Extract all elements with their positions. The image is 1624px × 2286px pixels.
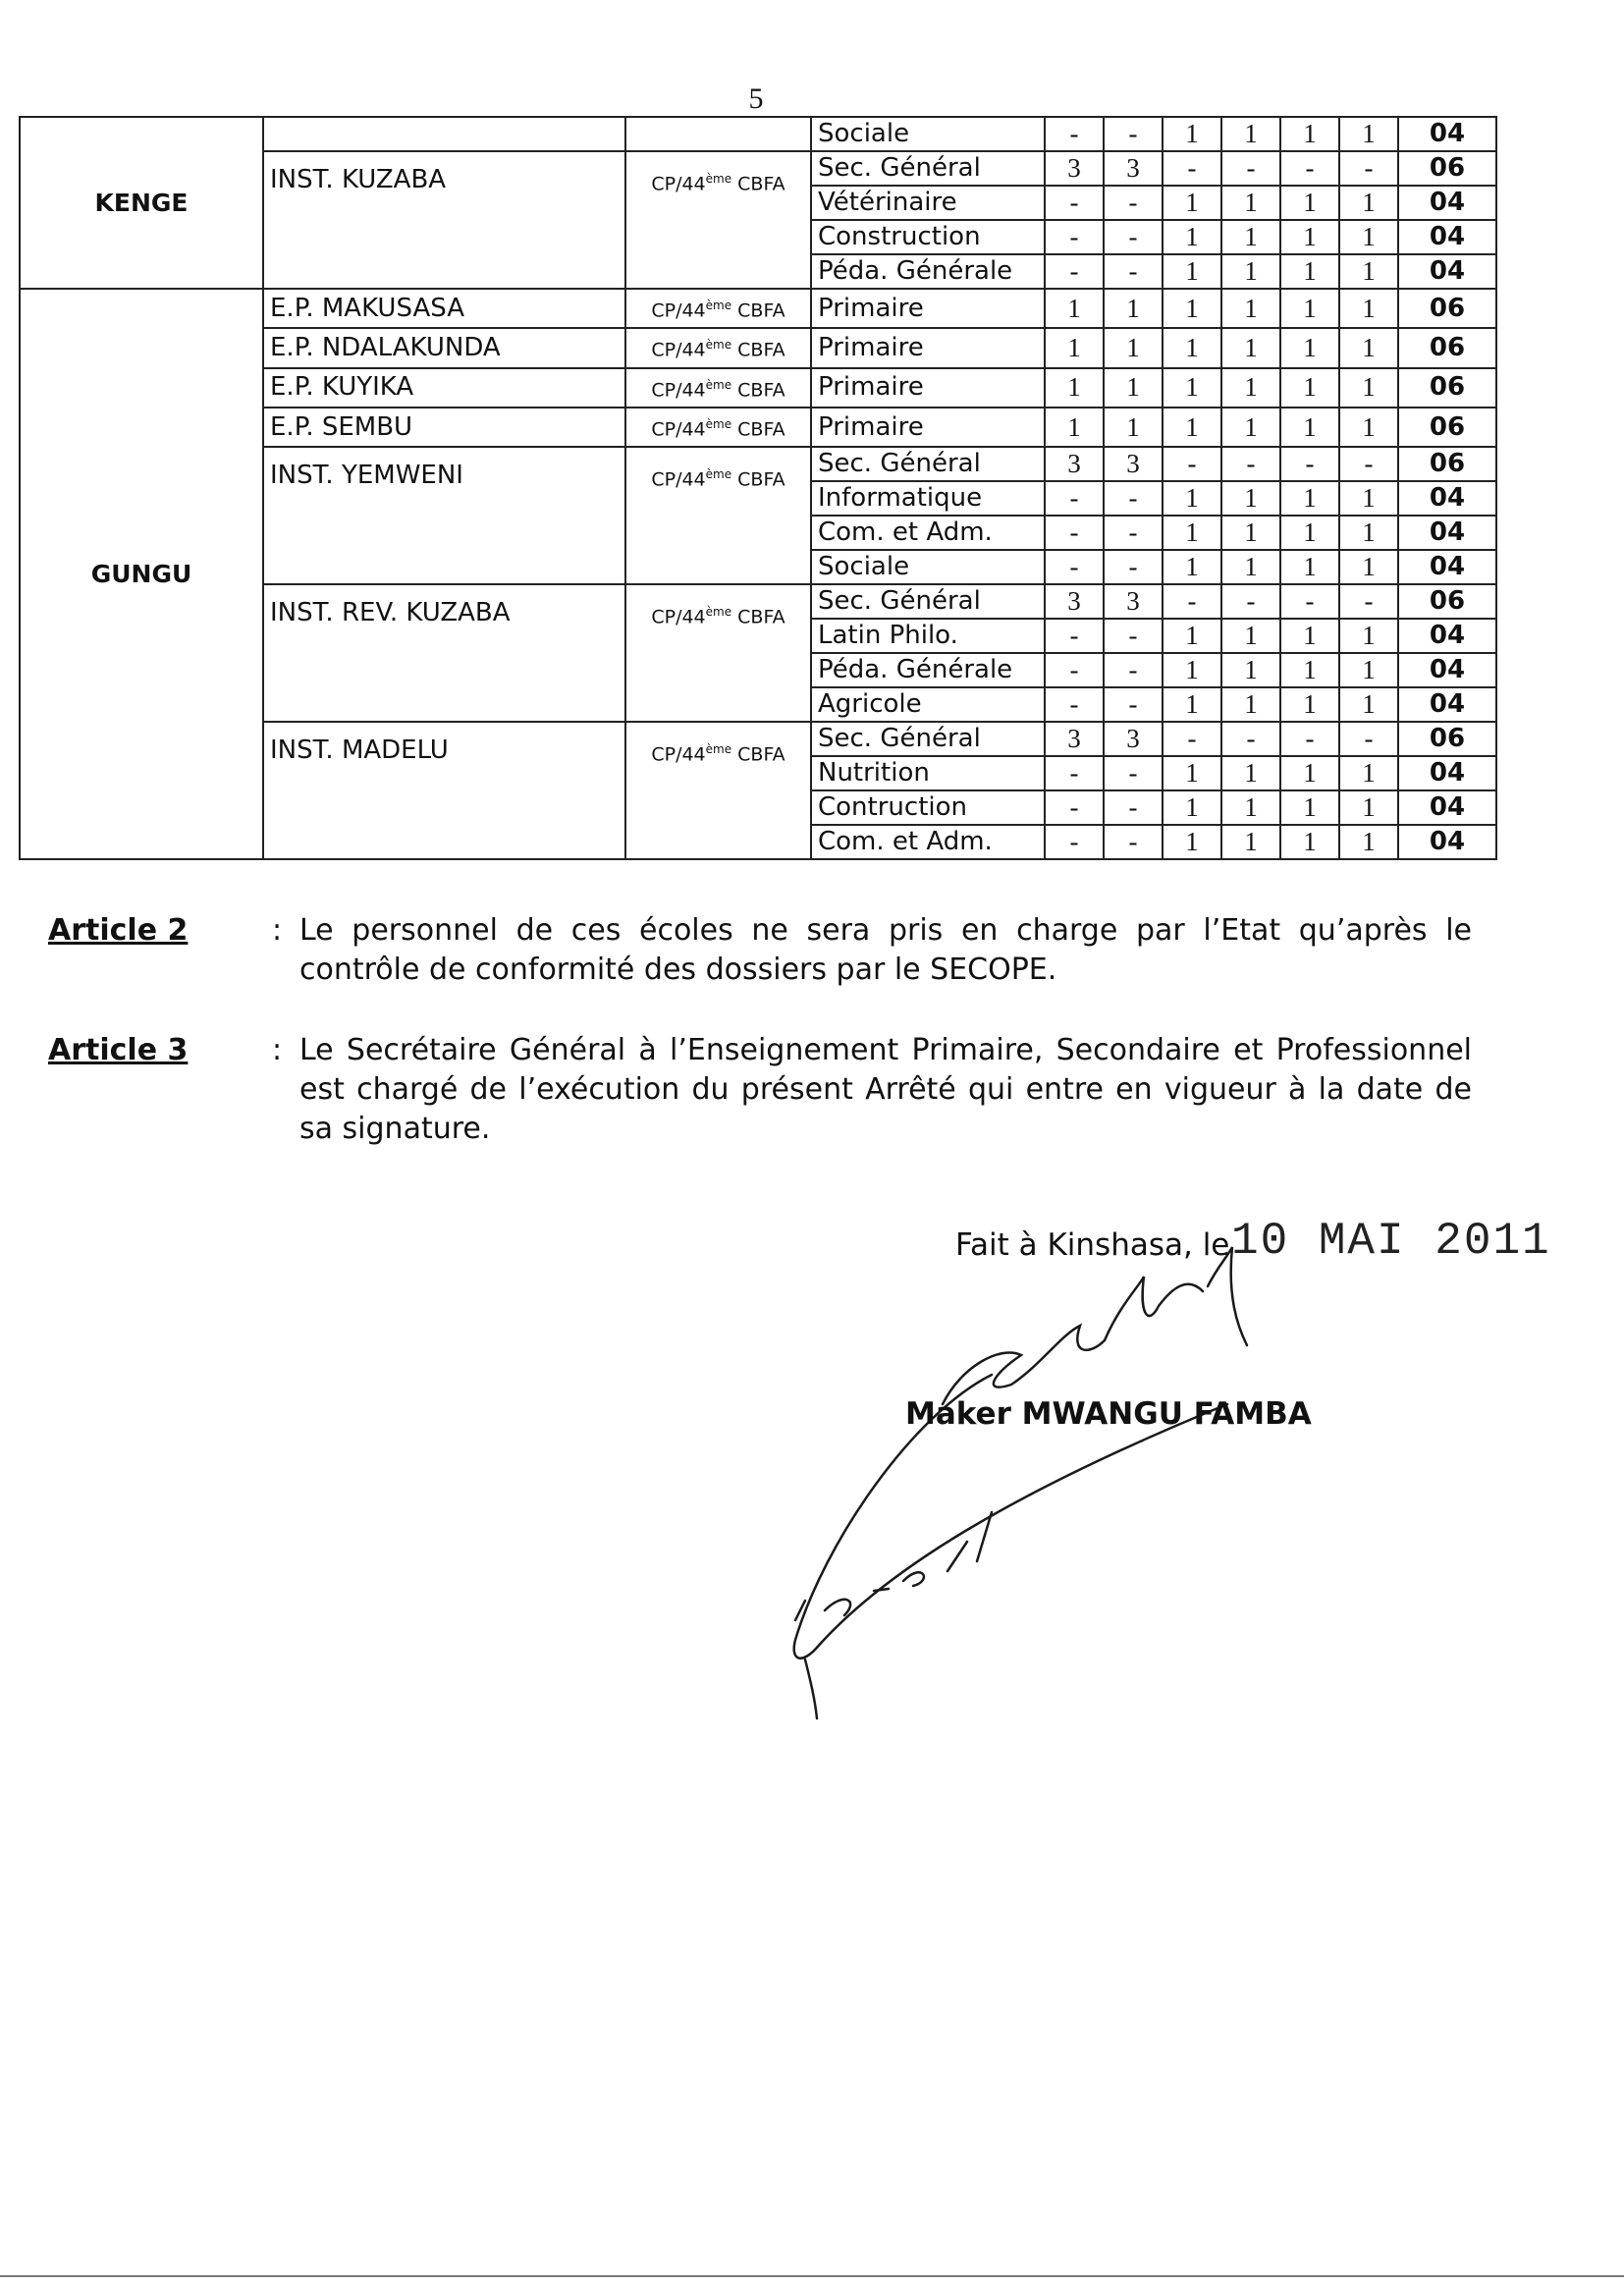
cp-suffix: CBFA xyxy=(731,173,785,195)
table-row xyxy=(20,289,1496,328)
cp-reference xyxy=(625,117,811,151)
class-count-cell: - xyxy=(1104,516,1163,550)
class-count-cell: 1 xyxy=(1045,368,1104,408)
class-count-cell: 1 xyxy=(1163,328,1221,367)
total-cell: 06 xyxy=(1398,447,1496,481)
class-count-cell: 1 xyxy=(1163,653,1221,687)
class-count-cell: 1 xyxy=(1339,408,1398,447)
class-count-cell: 1 xyxy=(1280,186,1339,220)
place-date: Fait à Kinshasa, le xyxy=(955,1227,1230,1263)
article-2-text: Le personnel de ces écoles ne sera pris en charge par l’Etat qu’après le contrôle de conformité des dossiers par le SECOPE. xyxy=(299,913,1472,987)
class-count-cell: 3 xyxy=(1045,447,1104,481)
total-cell: 04 xyxy=(1398,790,1496,825)
total-cell: 04 xyxy=(1398,825,1496,859)
class-count-cell: - xyxy=(1339,447,1398,481)
section-name: Nutrition xyxy=(811,756,1045,790)
class-count-cell: - xyxy=(1104,117,1163,151)
class-count-cell: 3 xyxy=(1045,151,1104,186)
total-cell: 04 xyxy=(1398,756,1496,790)
class-count-cell: 1 xyxy=(1221,117,1280,151)
class-count-cell: 1 xyxy=(1221,687,1280,722)
class-count-cell: 1 xyxy=(1163,289,1221,328)
class-count-cell: 1 xyxy=(1221,550,1280,584)
class-count-cell: 3 xyxy=(1045,722,1104,756)
section-name: Primaire xyxy=(811,408,1045,447)
cp-suffix: CBFA xyxy=(731,743,785,766)
class-count-cell: - xyxy=(1045,550,1104,584)
section-name: Primaire xyxy=(811,328,1045,367)
cp-superscript: ème xyxy=(705,172,732,186)
class-count-cell: 1 xyxy=(1163,368,1221,408)
class-count-cell: 1 xyxy=(1163,825,1221,859)
school-name: INST. MADELU xyxy=(263,722,625,859)
signature-handwritten-date: 10-05-11 xyxy=(766,1232,838,1251)
class-count-cell: - xyxy=(1045,516,1104,550)
class-count-cell: 1 xyxy=(1163,619,1221,653)
schools-table xyxy=(19,116,1497,860)
total-cell: 06 xyxy=(1398,408,1496,447)
class-count-cell: 1 xyxy=(1280,368,1339,408)
cp-superscript: ème xyxy=(705,338,732,353)
class-count-cell: 1 xyxy=(1045,408,1104,447)
cp-code: CP/44 xyxy=(651,378,706,401)
cp-suffix: CBFA xyxy=(731,339,785,361)
class-count-cell: 1 xyxy=(1339,254,1398,289)
class-count-cell: - xyxy=(1280,447,1339,481)
class-count-cell: - xyxy=(1045,756,1104,790)
class-count-cell: 1 xyxy=(1221,825,1280,859)
class-count-cell: 1 xyxy=(1339,825,1398,859)
class-count-cell: - xyxy=(1104,186,1163,220)
class-count-cell: 1 xyxy=(1339,653,1398,687)
class-count-cell: - xyxy=(1339,151,1398,186)
class-count-cell: 1 xyxy=(1221,653,1280,687)
class-count-cell: 3 xyxy=(1104,722,1163,756)
total-cell: 06 xyxy=(1398,151,1496,186)
class-count-cell: - xyxy=(1045,117,1104,151)
cp-suffix: CBFA xyxy=(731,418,785,441)
cp-superscript: ème xyxy=(705,416,732,431)
class-count-cell: 1 xyxy=(1280,550,1339,584)
section-name: Vétérinaire xyxy=(811,186,1045,220)
class-count-cell: 1 xyxy=(1163,481,1221,516)
total-cell: 04 xyxy=(1398,516,1496,550)
section-name: Primaire xyxy=(811,289,1045,328)
class-count-cell: 1 xyxy=(1221,220,1280,254)
cp-reference xyxy=(625,584,811,722)
class-count-cell: 1 xyxy=(1163,220,1221,254)
section-name: Agricole xyxy=(811,687,1045,722)
class-count-cell: 1 xyxy=(1280,328,1339,367)
class-count-cell: - xyxy=(1045,254,1104,289)
class-count-cell: 1 xyxy=(1280,790,1339,825)
total-cell: 04 xyxy=(1398,481,1496,516)
total-cell: 06 xyxy=(1398,328,1496,367)
section-name: Sec. Général xyxy=(811,722,1045,756)
class-count-cell: 1 xyxy=(1163,516,1221,550)
class-count-cell: - xyxy=(1163,584,1221,619)
cp-suffix: CBFA xyxy=(731,468,785,491)
class-count-cell: - xyxy=(1221,584,1280,619)
class-count-cell: 1 xyxy=(1339,328,1398,367)
class-count-cell: 1 xyxy=(1280,687,1339,722)
class-count-cell: 1 xyxy=(1163,186,1221,220)
total-cell: 04 xyxy=(1398,687,1496,722)
class-count-cell: 1 xyxy=(1280,289,1339,328)
class-count-cell: - xyxy=(1045,687,1104,722)
cp-code: CP/44 xyxy=(651,339,706,361)
school-name: E.P. SEMBU xyxy=(263,408,625,447)
class-count-cell: 3 xyxy=(1104,447,1163,481)
school-name: E.P. NDALAKUNDA xyxy=(263,328,625,367)
class-count-cell: 1 xyxy=(1104,408,1163,447)
class-count-cell: 1 xyxy=(1221,328,1280,367)
class-count-cell: - xyxy=(1045,619,1104,653)
class-count-cell: 3 xyxy=(1045,584,1104,619)
cp-code: CP/44 xyxy=(651,606,706,628)
total-cell: 04 xyxy=(1398,117,1496,151)
cp-reference xyxy=(625,368,811,408)
class-count-cell: 1 xyxy=(1339,790,1398,825)
class-count-cell: - xyxy=(1280,722,1339,756)
cp-superscript: ème xyxy=(705,299,732,312)
class-count-cell: - xyxy=(1221,151,1280,186)
section-name: Sec. Général xyxy=(811,447,1045,481)
section-name: Sociale xyxy=(811,550,1045,584)
class-count-cell: 1 xyxy=(1163,756,1221,790)
class-count-cell: - xyxy=(1104,220,1163,254)
article-2-label: Article 2 xyxy=(48,913,189,948)
section-name: Sec. Général xyxy=(811,151,1045,186)
section-name: Informatique xyxy=(811,481,1045,516)
class-count-cell: - xyxy=(1045,825,1104,859)
total-cell: 04 xyxy=(1398,653,1496,687)
class-count-cell: - xyxy=(1104,790,1163,825)
class-count-cell: - xyxy=(1339,722,1398,756)
class-count-cell: - xyxy=(1104,687,1163,722)
class-count-cell: 1 xyxy=(1280,254,1339,289)
cp-code: CP/44 xyxy=(651,468,706,491)
article-2-colon: : xyxy=(272,913,283,948)
class-count-cell: 1 xyxy=(1221,254,1280,289)
class-count-cell: 1 xyxy=(1045,289,1104,328)
page-number: 5 xyxy=(748,82,764,115)
class-count-cell: 1 xyxy=(1221,790,1280,825)
class-count-cell: 1 xyxy=(1280,117,1339,151)
school-name: INST. KUZABA xyxy=(263,151,625,289)
cp-suffix: CBFA xyxy=(731,378,785,401)
class-count-cell: 1 xyxy=(1280,220,1339,254)
date-stamp: 10 MAI 2011 xyxy=(1231,1216,1551,1267)
class-count-cell: - xyxy=(1163,151,1221,186)
school-name: INST. YEMWENI xyxy=(263,447,625,584)
cp-code: CP/44 xyxy=(651,173,706,195)
class-count-cell: 1 xyxy=(1280,619,1339,653)
class-count-cell: 1 xyxy=(1280,408,1339,447)
class-count-cell: 1 xyxy=(1163,790,1221,825)
district-name: GUNGU xyxy=(20,289,263,859)
class-count-cell: 1 xyxy=(1221,516,1280,550)
class-count-cell: 1 xyxy=(1339,220,1398,254)
class-count-cell: 1 xyxy=(1045,328,1104,367)
class-count-cell: 1 xyxy=(1221,186,1280,220)
class-count-cell: 1 xyxy=(1163,408,1221,447)
class-count-cell: 1 xyxy=(1104,289,1163,328)
class-count-cell: 1 xyxy=(1280,653,1339,687)
class-count-cell: - xyxy=(1104,825,1163,859)
class-count-cell: - xyxy=(1045,220,1104,254)
class-count-cell: 1 xyxy=(1104,368,1163,408)
section-name: Com. et Adm. xyxy=(811,825,1045,859)
class-count-cell: 3 xyxy=(1104,584,1163,619)
class-count-cell: - xyxy=(1045,481,1104,516)
class-count-cell: - xyxy=(1280,151,1339,186)
total-cell: 06 xyxy=(1398,289,1496,328)
article-2 xyxy=(48,911,1472,990)
cp-reference xyxy=(625,151,811,289)
class-count-cell: - xyxy=(1104,481,1163,516)
class-count-cell: - xyxy=(1104,619,1163,653)
section-name: Sociale xyxy=(811,117,1045,151)
section-name: Contruction xyxy=(811,790,1045,825)
class-count-cell: 1 xyxy=(1339,687,1398,722)
total-cell: 06 xyxy=(1398,584,1496,619)
class-count-cell: 1 xyxy=(1280,516,1339,550)
total-cell: 06 xyxy=(1398,368,1496,408)
cp-suffix: CBFA xyxy=(731,606,785,628)
article-3-label: Article 3 xyxy=(48,1033,189,1067)
class-count-cell: - xyxy=(1045,186,1104,220)
class-count-cell: 1 xyxy=(1339,481,1398,516)
cp-code: CP/44 xyxy=(651,743,706,766)
article-3 xyxy=(48,1031,1472,1149)
total-cell: 04 xyxy=(1398,254,1496,289)
class-count-cell: - xyxy=(1104,653,1163,687)
section-name: Construction xyxy=(811,220,1045,254)
school-name xyxy=(263,117,625,151)
class-count-cell: 1 xyxy=(1339,516,1398,550)
class-count-cell: 1 xyxy=(1339,117,1398,151)
cp-suffix: CBFA xyxy=(731,299,785,322)
school-name: E.P. MAKUSASA xyxy=(263,289,625,328)
school-name: INST. REV. KUZABA xyxy=(263,584,625,722)
class-count-cell: - xyxy=(1104,550,1163,584)
class-count-cell: 1 xyxy=(1339,756,1398,790)
class-count-cell: - xyxy=(1339,584,1398,619)
class-count-cell: 1 xyxy=(1339,550,1398,584)
section-name: Latin Philo. xyxy=(811,619,1045,653)
class-count-cell: 1 xyxy=(1339,289,1398,328)
cp-reference xyxy=(625,408,811,447)
class-count-cell: - xyxy=(1163,447,1221,481)
table-row xyxy=(20,117,1496,151)
class-count-cell: - xyxy=(1104,756,1163,790)
class-count-cell: 1 xyxy=(1221,481,1280,516)
class-count-cell: 1 xyxy=(1221,368,1280,408)
cp-superscript: ème xyxy=(705,605,732,620)
section-name: Sec. Général xyxy=(811,584,1045,619)
cp-reference xyxy=(625,722,811,859)
class-count-cell: - xyxy=(1045,790,1104,825)
class-count-cell: 1 xyxy=(1221,756,1280,790)
cp-reference xyxy=(625,289,811,328)
total-cell: 04 xyxy=(1398,550,1496,584)
class-count-cell: 1 xyxy=(1163,550,1221,584)
class-count-cell: - xyxy=(1221,447,1280,481)
section-name: Com. et Adm. xyxy=(811,516,1045,550)
class-count-cell: 1 xyxy=(1163,254,1221,289)
class-count-cell: 1 xyxy=(1280,825,1339,859)
total-cell: 04 xyxy=(1398,619,1496,653)
class-count-cell: - xyxy=(1280,584,1339,619)
cp-superscript: ème xyxy=(705,467,732,482)
cp-superscript: ème xyxy=(705,377,732,392)
signatory-name: Maker MWANGU FAMBA xyxy=(905,1396,1312,1432)
section-name: Péda. Générale xyxy=(811,254,1045,289)
page-bottom-rule xyxy=(0,2275,1624,2277)
cp-code: CP/44 xyxy=(651,299,706,322)
class-count-cell: 3 xyxy=(1104,151,1163,186)
total-cell: 04 xyxy=(1398,220,1496,254)
class-count-cell: 1 xyxy=(1221,619,1280,653)
cp-reference xyxy=(625,328,811,367)
class-count-cell: 1 xyxy=(1280,481,1339,516)
section-name: Primaire xyxy=(811,368,1045,408)
cp-code: CP/44 xyxy=(651,418,706,441)
article-3-colon: : xyxy=(272,1033,283,1067)
class-count-cell: - xyxy=(1045,653,1104,687)
total-cell: 06 xyxy=(1398,722,1496,756)
class-count-cell: - xyxy=(1104,254,1163,289)
article-3-text: Le Secrétaire Général à l’Enseignement Primaire, Secondaire et Professionnel est chargé de l’exécution du présent Arrêté qui entre en vigueur à la date de sa signature. xyxy=(299,1033,1472,1146)
class-count-cell: - xyxy=(1221,722,1280,756)
total-cell: 04 xyxy=(1398,186,1496,220)
class-count-cell: 1 xyxy=(1221,289,1280,328)
class-count-cell: 1 xyxy=(1104,328,1163,367)
class-count-cell: 1 xyxy=(1339,368,1398,408)
cp-superscript: ème xyxy=(705,742,732,757)
class-count-cell: 1 xyxy=(1280,756,1339,790)
cp-reference xyxy=(625,447,811,584)
class-count-cell: 1 xyxy=(1339,186,1398,220)
school-name: E.P. KUYIKA xyxy=(263,368,625,408)
class-count-cell: 1 xyxy=(1163,687,1221,722)
district-name: KENGE xyxy=(20,117,263,289)
class-count-cell: 1 xyxy=(1221,408,1280,447)
class-count-cell: - xyxy=(1163,722,1221,756)
class-count-cell: 1 xyxy=(1163,117,1221,151)
section-name: Péda. Générale xyxy=(811,653,1045,687)
class-count-cell: 1 xyxy=(1339,619,1398,653)
